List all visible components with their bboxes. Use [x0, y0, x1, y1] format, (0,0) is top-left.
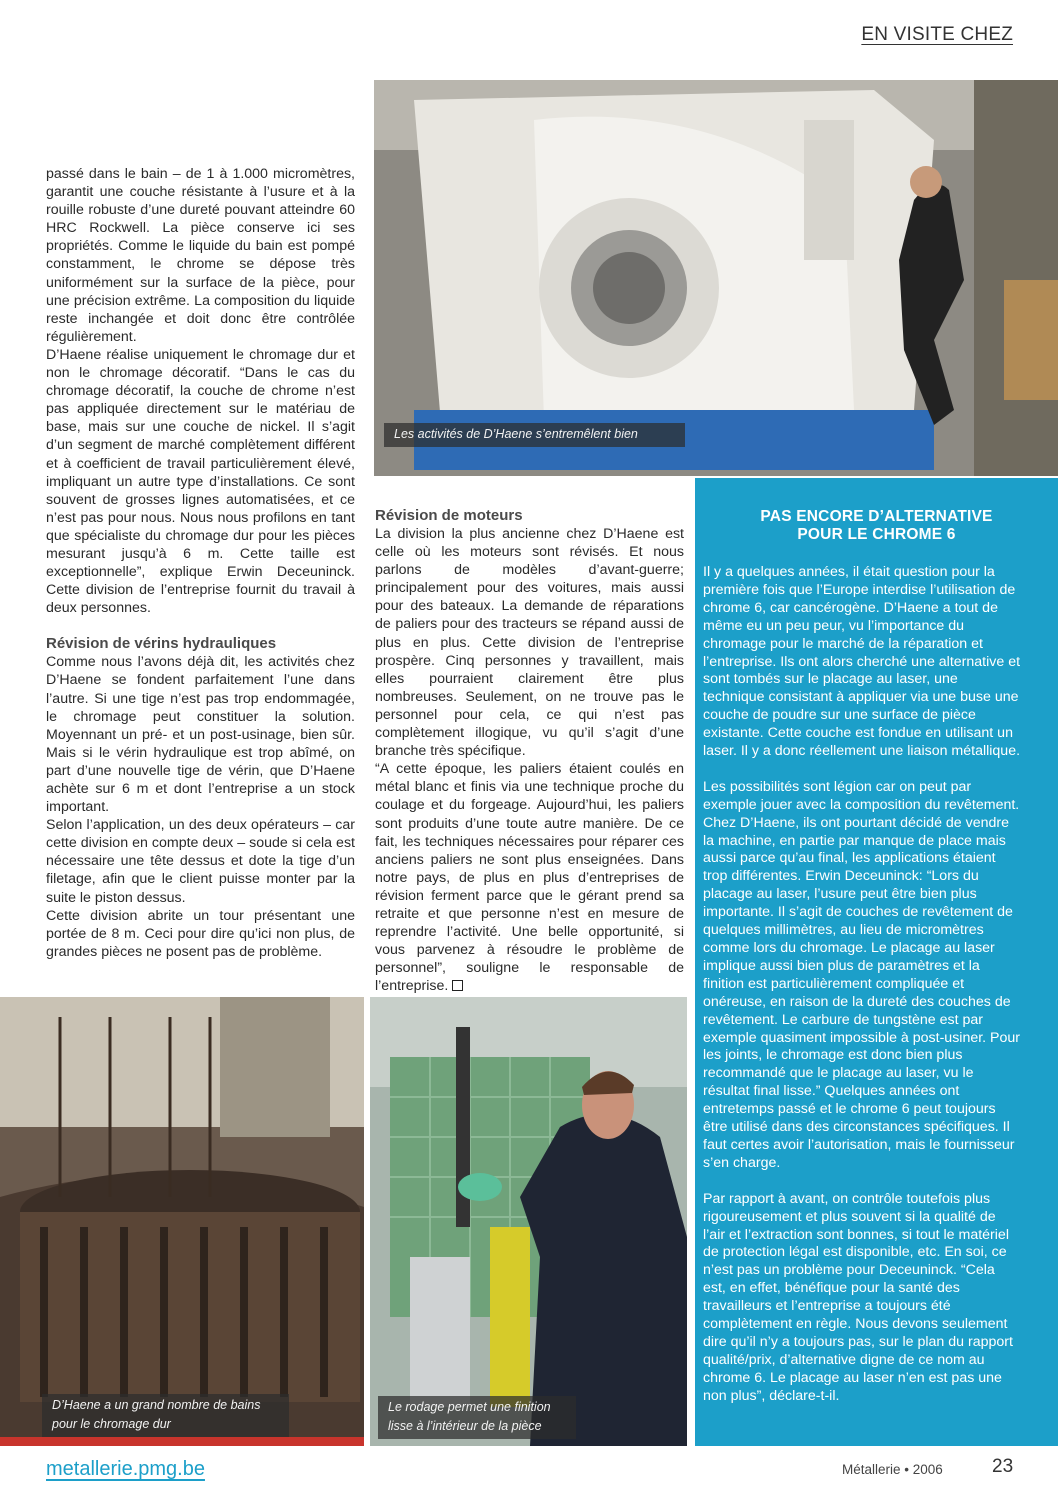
footer-issue: Métallerie • 2006	[842, 1462, 943, 1477]
sidebar-paragraph: Il y a quelques années, il était question pour la première fois que l’Europe interdise l’utilisation de chrome 6, car cancérogène. D’Haene a tout de même eu un peu peur, vu l’importance du chromage pour le marché de la réparation et l’entreprise. Ils ont alors cherché une alternative et sont tombés sur le placage au laser, une technique consistant à appliquer via une buse une couche de poudre sur une surface de pièce existante. Cette couche est fondue en utilisant un laser. Il y a donc réellement une liaison métallique.	[703, 564, 1021, 760]
end-of-article-icon	[452, 980, 463, 991]
photo-caption: Les activités de D’Haene s’entremêlent bien	[384, 423, 685, 447]
article-column-left	[46, 165, 355, 961]
sidebar-box	[695, 478, 1058, 1446]
sidebar-title-line: POUR LE CHROME 6	[797, 526, 956, 543]
photo-chrome-baths	[0, 997, 364, 1446]
paragraph: D’Haene réalise uniquement le chromage dur et non le chromage décoratif. “Dans le cas du chromage décoratif, la couche de chrome n’est pas appliquée directement sur le matériau de base, mais sur une couche de nickel. Il s’agit d’un segment de marché complètement différent et à coefficient de travail particulièrement élevé, impliquant un autre type d’installations. Ce sont souvent de grosses lignes automatisées, et ce n’est pas pour nous. Nous nous profilons en tant que spécialiste du chromage dur pour les pièces mesurant jusqu’à 6 m. Cette taille est exceptionnelle”, explique Erwin Deceuninck. Cette division de l’entreprise fournit du travail à deux personnes.	[46, 346, 355, 617]
photo-honing-worker	[370, 997, 687, 1446]
paragraph: Comme nous l’avons déjà dit, les activités chez D’Haene se fondent parfaitement l’une dans l’autre. Si une tige n’est pas trop endommagée, le chromage peut constituer la solution. Moyennant un pré- et un post-usinage, bien sûr. Mais si le vérin hydraulique est trop abîmé, on part d’une nouvelle tige de vérin, que D’Haene achète sur 6 m et dont l’entreprise a un stock important.	[46, 654, 355, 816]
subheading: Révision de moteurs	[375, 507, 523, 524]
paragraph: Cette division abrite un tour présentant une portée de 8 m. Ceci pour dire qu’ici non plus, de grandes pièces ne posent pas de problème.	[46, 907, 355, 960]
photo-caption: D’Haene a un grand nombre de bains pour le chromage dur	[42, 1394, 289, 1437]
paragraph	[375, 760, 684, 995]
article-column-middle	[375, 507, 684, 995]
subheading: Révision de vérins hydrauliques	[46, 635, 277, 653]
sidebar-paragraph: Par rapport à avant, on contrôle toutefois plus rigoureusement et plus souvent si la qualité de l’air et l’extraction sont bonnes, si tout le matériel de protection légal est disponible, etc. En soi, ce n’est pas un problème pour Deceuninck. “Cela est, en effet, bénéfique pour la santé des travailleurs et l’entreprise a toujours été complètement en règle. Nous devons seulement dire qu’il n’y a toujours pas, sur le plan du rapport qualité/prix, d’alternative digne de ce nom au chrome 6. Le placage au laser n’en est pas une non plus”, déclare-t-il.	[703, 1190, 1013, 1404]
paragraph: Selon l’application, un des deux opérateurs – car cette division en compte deux – soude si cela est nécessaire une tête dessus et dote la tige d’un filetage, afin que le client puisse monter par la suite le piston dessus.	[46, 817, 355, 906]
photo-caption: Le rodage permet une finition lisse à l’intérieur de la pièce	[378, 1396, 576, 1439]
page-number: 23	[992, 1456, 1014, 1477]
footer-website-link[interactable]: metallerie.pmg.be	[46, 1458, 205, 1480]
paragraph: passé dans le bain – de 1 à 1.000 micromètres, garantit une couche résistante à l’usure et à la rouille robuste d’une dureté pouvant atteindre 60 HRC Rockwell. La pièce conserve ici ses propriétés. Comme le liquide du bain est pompé constamment, le chrome se dépose très uniformément sur la surface de la pièce, pour une précision extrême. La composition du liquide reste inchangée et doit donc être contrôlée régulièrement.	[46, 166, 355, 345]
paragraph: La division la plus ancienne chez D’Haene est celle où les moteurs sont révisés. Et nous parlons de modèles d’avant-guerre; principalement pour des voitures, mais aussi pour des bateaux. La demande de réparations de paliers pour des tracteurs se répand aussi de plus en plus. Cette division de l’entreprise prospère. Cinq personnes y travaillent, mais elles pourraient clairement être plus nombreuses. Seulement, on ne trouve pas le personnel pour cela, ce qui n’est pas complètement illogique, vu qu’il s’agit d’une branche très spécifique.	[375, 526, 684, 760]
sidebar-body	[703, 564, 1021, 1423]
section-label: EN VISITE CHEZ	[861, 24, 1013, 45]
photo-lathe-machine	[374, 80, 1058, 476]
sidebar-title	[695, 508, 1058, 544]
paragraph-text: “A cette époque, les paliers étaient coulés en métal blanc et finis via une technique proche du coulage et du forgeage. Aujourd’hui, les paliers sont produits d’une toute autre manière. De ce fait, les techniques nécessaires pour réparer ces anciens paliers ne sont plus enseignées. Dans notre pays, de plus en plus d’entreprises de révision ferment parce que le gérant prend sa retraite et que personne n’est en mesure de reprendre l’activité. Une belle opportunité, si vous parvenez à résoudre le problème de personnel”, souligne le responsable de l’entreprise.	[375, 761, 684, 995]
sidebar-title-line: PAS ENCORE D’ALTERNATIVE	[760, 508, 993, 525]
sidebar-paragraph: Les possibilités sont légion car on peut par exemple jouer avec la composition du revêtement. Chez D’Haene, ils ont pourtant décidé de vendre la machine, en partie par manque de place mais aussi parce qu’au final, les applications étaient trop différentes. Erwin Deceuninck: “Lors du placage au laser, l’usure peut être bien plus importante. Il s’agit de couches de revêtement de quelques millimètres, au lieu de micromètres comme lors du chromage. Le placage au laser implique aussi bien plus de paramètres et la finition est particulièrement compliquée et onéreuse, en raison de la dureté des couches de revêtement. Le carbure de tungstène est par exemple quasiment impossible à post-usiner. Pour les joints, le chromage est donc bien plus recommandé que le placage au laser, vu le résultat final lisse.” Quelques années ont entretemps passé et le chrome 6 peut toujours être utilisé dans des circonstances spécifiques. Il faut certes avoir l’autorisation, mais le fournisseur s’en charge.	[703, 778, 1021, 1171]
